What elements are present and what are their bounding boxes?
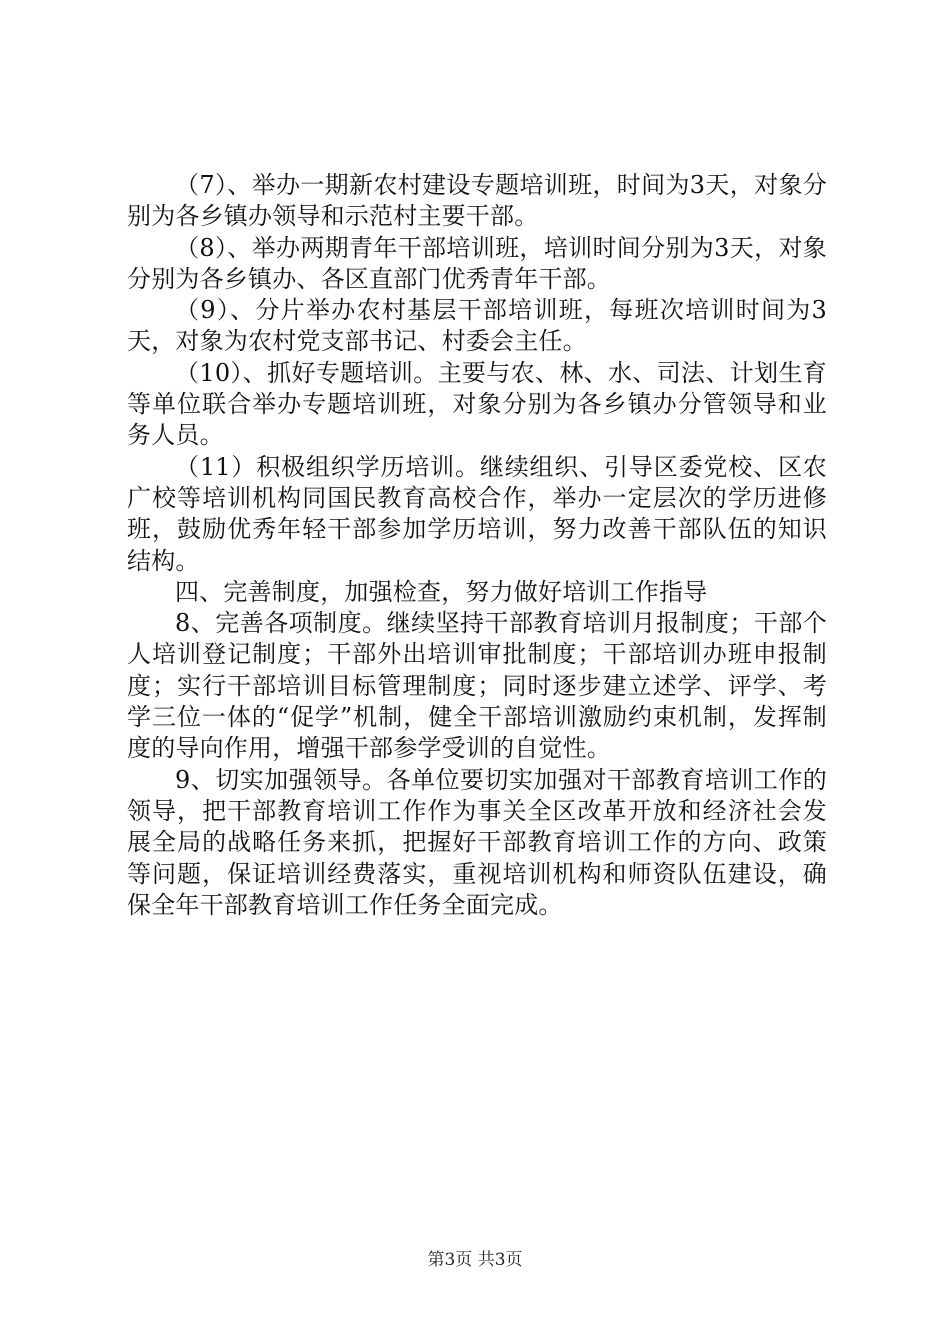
paragraph-item-10: （10）、抓好专题培训。主要与农、林、水、司法、计划生育等单位联合举办专题培训班，对象分别为各乡镇办分管领导和业务人员。	[127, 358, 827, 450]
paragraph-item-8: （8）、举办两期青年干部培训班，培训时间分别为3天，对象分别为各乡镇办、各区直部门优秀青年干部。	[127, 233, 827, 293]
paragraph-item-11: （11）积极组织学历培训。继续组织、引导区委党校、区农广校等培训机构同国民教育高校合作，举办一定层次的学历进修班，鼓励优秀年轻干部参加学历培训，努力改善干部队伍的知识结构。	[127, 452, 827, 575]
paragraph-item-9: （9）、分片举办农村基层干部培训班，每班次培训时间为3天，对象为农村党支部书记、村委会主任。	[127, 296, 827, 356]
paragraph-item-7: （7）、举办一期新农村建设专题培训班，时间为3天，对象分别为各乡镇办领导和示范村主要干部。	[127, 171, 827, 231]
section-heading-4: 四、完善制度，加强检查，努力做好培训工作指导	[175, 577, 708, 606]
paragraph-point-9: 9、切实加强领导。各单位要切实加强对干部教育培训工作的领导，把干部教育培训工作作为事关全区改革开放和经济社会发展全局的战略任务来抓，把握好干部教育培训工作的方向、政策等问题，保证培训经费落实，重视培训机构和师资队伍建设，确保全年干部教育培训工作任务全面完成。	[127, 765, 827, 919]
page-number-footer: 第3页 共3页	[427, 1250, 523, 1270]
paragraph-point-8: 8、完善各项制度。继续坚持干部教育培训月报制度；干部个人培训登记制度；干部外出培训审批制度；干部培训办班申报制度；实行干部培训目标管理制度；同时逐步建立述学、评学、考学三位一体的“促学”机制，健全干部培训激励约束机制，发挥制度的导向作用，增强干部参学受训的自觉性。	[127, 609, 827, 763]
document-body	[127, 170, 827, 921]
